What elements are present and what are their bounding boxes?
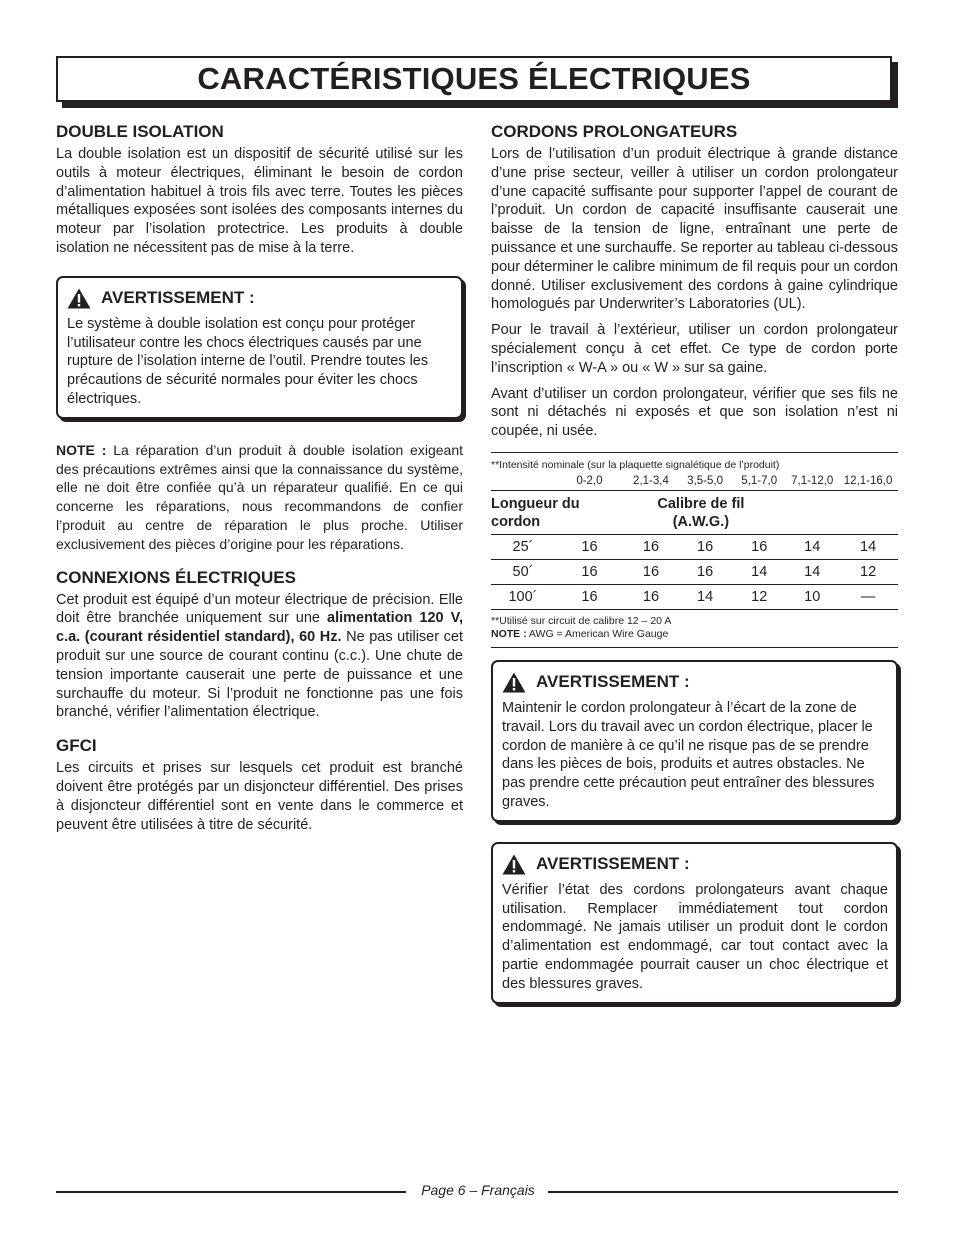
page-number: Page 6 – Français: [421, 1182, 535, 1198]
cordons-heading: CORDONS PROLONGATEURS: [491, 122, 738, 141]
warning-header: [67, 288, 453, 309]
section-connexions: [56, 568, 463, 723]
table-note: NOTE : AWG = American Wire Gauge: [491, 627, 669, 640]
gauge-table: [491, 472, 898, 609]
warning-box-1: [56, 276, 463, 419]
amp-range: 5,1-7,0: [741, 474, 778, 487]
connexions-body-a: Cet produit est équipé d’un moteur électrique de précision. Elle doit être branchée uniquement sur une: [56, 591, 463, 627]
cordons-p3: Avant d’utiliser un cordon prolongateur, vérifier que ses fils ne sont ni détachés ni exposés et que son isolation n’est ni coupée, ni usée.: [491, 385, 898, 440]
amp-range: 12,1-16,0: [843, 474, 893, 487]
connexions-body-bold: alimentation 120 V, c.a. (courant résidentiel standard), 60 Hz.: [56, 610, 463, 646]
cell: 12: [732, 584, 786, 609]
col-gauge-header: Calibre de fil (A.W.G.): [624, 490, 786, 534]
table-row: [491, 559, 898, 584]
cordons-p2: Pour le travail à l’extérieur, utiliser un cordon prolongateur spécialement conçu à cet effet. Ce type de cordon porte l’inscription « W-A » ou « W » sur sa gaine.: [491, 322, 898, 376]
cell: 14: [786, 559, 838, 584]
cell: —: [838, 584, 898, 609]
warning-triangle-icon: [67, 288, 91, 309]
col-length-header: Longueur du cordon: [491, 490, 624, 534]
footer-rule-right: [548, 1191, 898, 1193]
warning-header: [502, 854, 888, 875]
cell: 16: [624, 534, 678, 559]
note-repair: [56, 441, 463, 554]
table-header-row: [491, 490, 898, 534]
table-row: [491, 534, 898, 559]
warning-body: Maintenir le cordon prolongateur à l’écart de la zone de travail. Lors du travail avec un cordon électrique, placer le cordon de manière à ce qu’il ne risque pas de se prendre dans les pièces de bois, produits et autres obstacles. Ne pas prendre cette précaution peut entraîner des blessures graves.: [502, 699, 875, 810]
cell: 16: [678, 559, 732, 584]
warning-box-3: [491, 842, 898, 1004]
connexions-body-b: Ne pas utiliser cet produit sur une source de courant continu (c.c.). Une chute de tension importante causerait une perte de puissance et une surchauffe du moteur. Si l’produit ne fonctionne pas une fois branché, vérifier l’alimentation électrique.: [56, 629, 463, 721]
warning-label: AVERTISSEMENT :: [536, 854, 690, 874]
table-amp-row: [491, 472, 898, 491]
cell: 14: [786, 534, 838, 559]
cell: 16: [732, 534, 786, 559]
amp-range: 7,1-12,0: [791, 474, 834, 487]
warning-box-2: [491, 660, 898, 822]
row-length: 50´: [491, 559, 555, 584]
row-length: 100´: [491, 584, 555, 609]
warning-label: AVERTISSEMENT :: [101, 288, 255, 308]
note-body: La réparation d’un produit à double isolation exigeant des précautions extrêmes ainsi que la connaissance du système, elle ne doit être confiée qu’à un réparateur qualifié. En ce qui concerne les réparations, nous recommandons de confier l’produit au centre de réparation le plus proche. Utiliser exclusivement des pièces d’origine pour les réparations.: [56, 441, 463, 552]
warning-triangle-icon: [502, 672, 526, 693]
double-isolation-body: La double isolation est un dispositif de sécurité utilisé sur les outils à moteur électriques, éliminant le besoin de cordon d’alimentation habituel à trois fils avec terre. Toutes les pièces métalliques exposées sont isolées des composants internes du moteur par l’isolation protectrice. Les produits à double isolation ne nécessitent pas de mise à la terre.: [56, 146, 463, 256]
connexions-heading: CONNEXIONS ÉLECTRIQUES: [56, 567, 296, 587]
cell: 16: [678, 534, 732, 559]
left-column: [56, 122, 463, 845]
amp-range: 0-2,0: [576, 474, 603, 487]
gfci-heading: GFCI: [56, 736, 97, 756]
warning-header: [502, 672, 888, 693]
cell: 14: [838, 534, 898, 559]
table-caption: **Intensité nominale (sur la plaquette signalétique de l’produit): [491, 458, 780, 471]
double-isolation-heading: DOUBLE ISOLATION: [56, 122, 224, 141]
cordons-p1: Lors de l’utilisation d’un produit électrique à grande distance d’une prise secteur, veiller à utiliser un cordon prolongateur d’une capacité suffisante pour supporter l’appel de courant de l’produit. Un cordon de capacité insuffisante causerait une baisse de la tension de ligne, entraînant une perte de puissance et une surchauffe. Se reporter au tableau ci-dessous pour déterminer le calibre minimum de fil requis pour un cordon donné. Utiliser exclusivement des cordons à gaine cylindrique homologués par Underwriter’s Laboratories (UL).: [491, 146, 898, 313]
table-footnote: **Utilisé sur circuit de calibre 12 – 20 A: [491, 614, 672, 627]
amp-range: 3,5-5,0: [687, 474, 723, 487]
cell: 12: [838, 559, 898, 584]
warning-triangle-icon: [502, 854, 526, 875]
note-label: NOTE :: [56, 441, 107, 458]
cell: 10: [786, 584, 838, 609]
page-title: CARACTÉRISTIQUES ÉLECTRIQUES: [197, 61, 751, 96]
section-gfci: [56, 736, 463, 834]
amp-range: 2,1-3,4: [633, 474, 669, 487]
cell: 16: [624, 584, 678, 609]
cell: 14: [732, 559, 786, 584]
gfci-body: Les circuits et prises sur lesquels cet produit est branché doivent être protégés par un disjoncteur différentiel. Des prises à disjoncteur différentiel sont en vente dans le commerce et peuvent être utilisées à titre de sécurité.: [56, 760, 463, 833]
cell: 16: [555, 534, 624, 559]
section-double-isolation: [56, 122, 463, 258]
table-row: [491, 584, 898, 609]
warning-body: Vérifier l’état des cordons prolongateurs avant chaque utilisation. Remplacer immédiatement tout cordon endommagé. Ne jamais utiliser un produit dont le cordon d’alimentation est endommagé, car tout contact avec la partie endommagée pourrait causer un choc électrique et des blessures graves.: [502, 881, 888, 992]
warning-label: AVERTISSEMENT :: [536, 672, 690, 692]
cell: 16: [624, 559, 678, 584]
page-footer: [56, 1182, 898, 1202]
row-length: 25´: [491, 534, 555, 559]
footer-rule-left: [56, 1191, 406, 1193]
warning-body: Le système à double isolation est conçu pour protéger l’utilisateur contre les chocs électriques causés par une rupture de l’isolation interne de l’outil. Prendre toutes les précautions de sécurité normales pour éviter les chocs électriques.: [67, 315, 429, 407]
section-cordons: [491, 122, 898, 441]
right-column: [491, 122, 898, 1004]
table-footnotes: [491, 609, 898, 647]
cell: 16: [555, 559, 624, 584]
cell: 16: [555, 584, 624, 609]
page-title-box: [56, 56, 892, 102]
cell: 14: [678, 584, 732, 609]
gauge-table-block: [491, 452, 898, 648]
